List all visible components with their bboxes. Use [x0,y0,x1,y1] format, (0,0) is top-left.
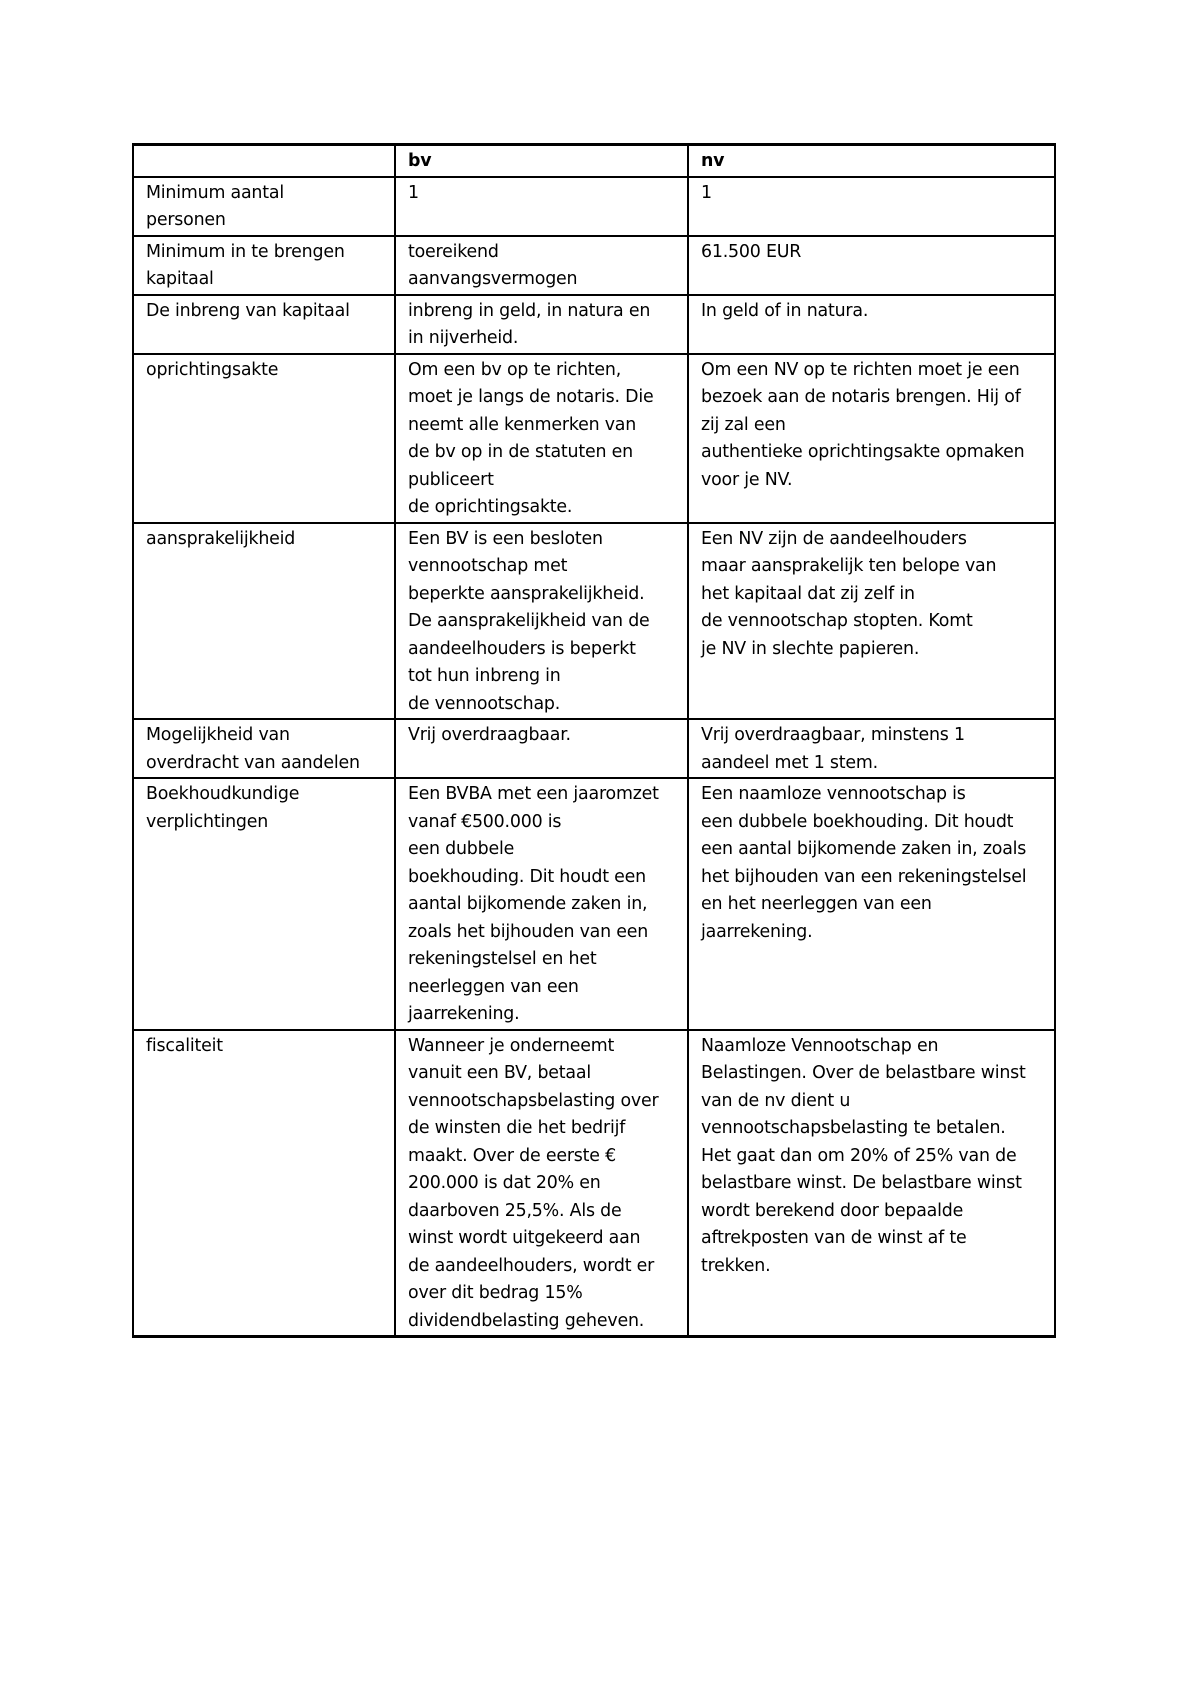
header-row [133,145,1055,177]
nv-cell: 61.500 EUR [688,236,1055,295]
comparison-table [132,143,1056,1338]
bv-cell: Een BV is een besloten vennootschap met beperkte aansprakelijkheid. De aansprakelijkheid van de aandeelhouders is beperkt tot hun inbreng in de vennootschap. [395,523,688,720]
row-label: Boekhoudkundige verplichtingen [133,778,395,1030]
row-label: Minimum aantal personen [133,177,395,236]
bv-cell: Vrij overdraagbaar. [395,719,688,778]
nv-cell: In geld of in natura. [688,295,1055,354]
nv-cell: Een NV zijn de aandeelhouders maar aansprakelijk ten belope van het kapitaal dat zij zelf in de vennootschap stopten. Komt je NV in slechte papieren. [688,523,1055,720]
table-row [133,236,1055,295]
nv-cell: Om een NV op te richten moet je een bezoek aan de notaris brengen. Hij of zij zal een authentieke oprichtingsakte opmaken voor je NV. [688,354,1055,523]
nv-cell: Een naamloze vennootschap is een dubbele boekhouding. Dit houdt een aantal bijkomende zaken in, zoals het bijhouden van een rekeningstelsel en het neerleggen van een jaarrekening. [688,778,1055,1030]
table-row [133,1030,1055,1337]
header-bv: bv [395,145,688,177]
nv-cell: Vrij overdraagbaar, minstens 1 aandeel met 1 stem. [688,719,1055,778]
row-label: fiscaliteit [133,1030,395,1337]
table-row [133,719,1055,778]
table-row [133,778,1055,1030]
row-label: Mogelijkheid van overdracht van aandelen [133,719,395,778]
nv-cell: Naamloze Vennootschap en Belastingen. Over de belastbare winst van de nv dient u vennootschapsbelasting te betalen. Het gaat dan om 20% of 25% van de belastbare winst. De belastbare winst wordt berekend door bepaalde aftrekposten van de winst af te trekken. [688,1030,1055,1337]
table-row [133,177,1055,236]
table-row [133,354,1055,523]
bv-cell: toereikend aanvangsvermogen [395,236,688,295]
table-row [133,295,1055,354]
row-label: De inbreng van kapitaal [133,295,395,354]
header-empty-cell [133,145,395,177]
bv-cell: inbreng in geld, in natura en in nijverheid. [395,295,688,354]
row-label: oprichtingsakte [133,354,395,523]
nv-cell: 1 [688,177,1055,236]
bv-cell: Om een bv op te richten, moet je langs de notaris. Die neemt alle kenmerken van de bv op in de statuten en publiceert de oprichtingsakte. [395,354,688,523]
table-row [133,523,1055,720]
header-nv: nv [688,145,1055,177]
bv-cell: 1 [395,177,688,236]
bv-cell: Een BVBA met een jaaromzet vanaf €500.000 is een dubbele boekhouding. Dit houdt een aantal bijkomende zaken in, zoals het bijhouden van een rekeningstelsel en het neerleggen van een jaarrekening. [395,778,688,1030]
bv-cell: Wanneer je onderneemt vanuit een BV, betaal vennootschapsbelasting over de winsten die het bedrijf maakt. Over de eerste € 200.000 is dat 20% en daarboven 25,5%. Als de winst wordt uitgekeerd aan de aandeelhouders, wordt er over dit bedrag 15% dividendbelasting geheven. [395,1030,688,1337]
row-label: Minimum in te brengen kapitaal [133,236,395,295]
row-label: aansprakelijkheid [133,523,395,720]
